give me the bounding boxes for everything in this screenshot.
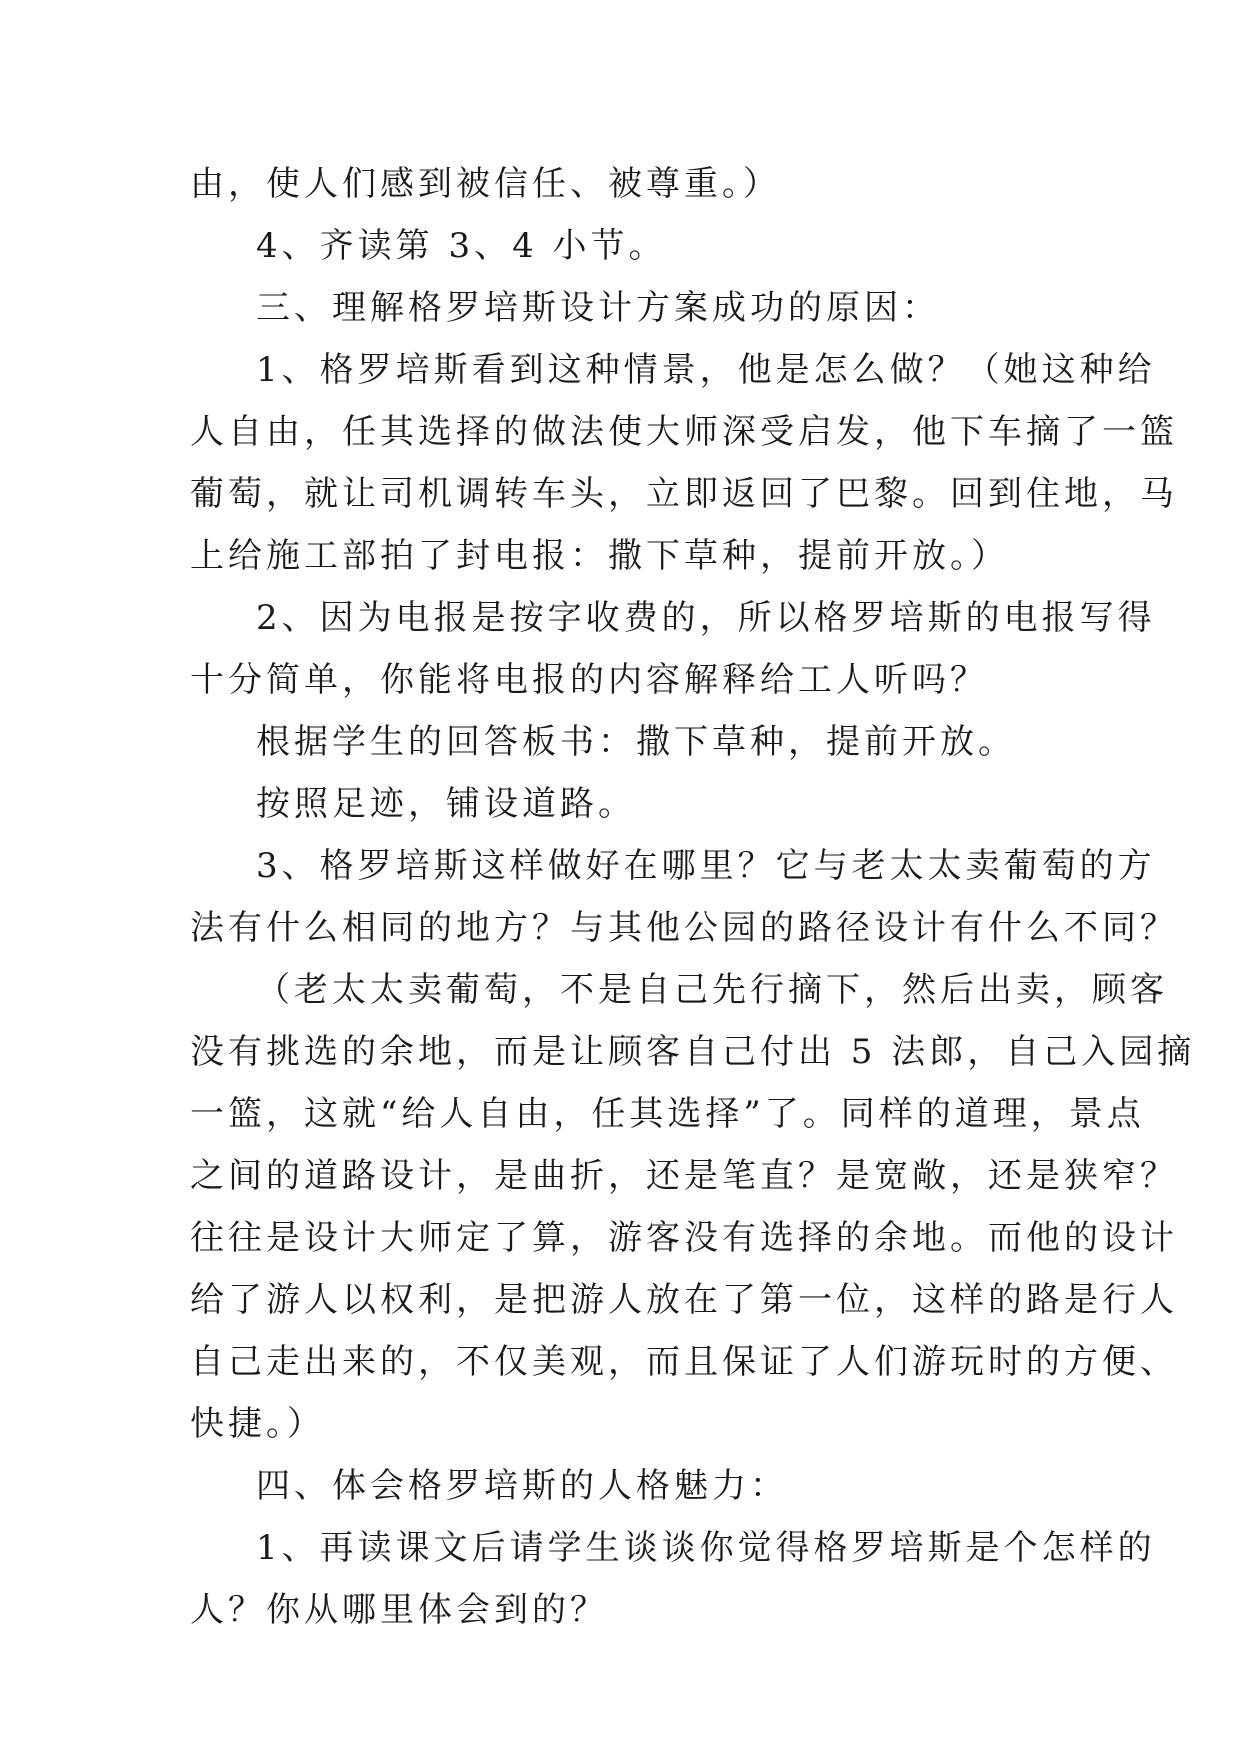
document-page <box>190 153 1196 1641</box>
text-line: 一篮，这就“给人自由，任其选择”了。同样的道理，景点 <box>190 1094 1145 1134</box>
text-line: 1、再读课文后请学生谈谈你觉得格罗培斯是个怎样的 <box>256 1528 1156 1568</box>
text-line: 1、格罗培斯看到这种情景，他是怎么做？（她这种给 <box>256 350 1156 390</box>
text-line: 快捷。） <box>190 1404 325 1444</box>
text-line: 十分简单，你能将电报的内容解释给工人听吗？ <box>190 660 988 700</box>
text-line: 由，使人们感到被信任、被尊重。） <box>190 164 781 204</box>
text-line: 4、齐读第 3、4 小节。 <box>256 226 667 266</box>
text-line: 根据学生的回答板书：撒下草种，提前开放。 <box>256 722 1016 762</box>
text-line: 自己走出来的，不仅美观，而且保证了人们游玩时的方便、 <box>190 1342 1178 1382</box>
text-line: 往往是设计大师定了算，游客没有选择的余地。而他的设计 <box>190 1218 1178 1258</box>
text-line: 没有挑选的余地，而是让顾客自己付出 5 法郎，自己入园摘 <box>190 1032 1196 1072</box>
text-line: 上给施工部拍了封电报：撒下草种，提前开放。） <box>190 536 1009 576</box>
section-heading: 三、理解格罗培斯设计方案成功的原因： <box>256 288 940 328</box>
text-line: 人？你从哪里体会到的？ <box>190 1590 608 1630</box>
text-line: 葡萄，就让司机调转车头，立即返回了巴黎。回到住地，马 <box>190 474 1178 514</box>
section-heading: 四、体会格罗培斯的人格魅力： <box>256 1466 788 1506</box>
text-line: （老太太卖葡萄，不是自己先行摘下，然后出卖，顾客 <box>256 970 1168 1010</box>
text-line: 之间的道路设计，是曲折，还是笔直？是宽敞，还是狭窄？ <box>190 1156 1178 1196</box>
text-line: 给了游人以权利，是把游人放在了第一位，这样的路是行人 <box>190 1280 1178 1320</box>
text-line: 人自由，任其选择的做法使大师深受启发，他下车摘了一篮 <box>190 412 1178 452</box>
text-line: 2、因为电报是按字收费的，所以格罗培斯的电报写得 <box>256 598 1156 638</box>
text-line: 法有什么相同的地方？与其他公园的路径设计有什么不同？ <box>190 908 1178 948</box>
text-line: 按照足迹，铺设道路。 <box>256 784 636 824</box>
text-line: 3、格罗培斯这样做好在哪里？它与老太太卖葡萄的方 <box>256 846 1156 886</box>
